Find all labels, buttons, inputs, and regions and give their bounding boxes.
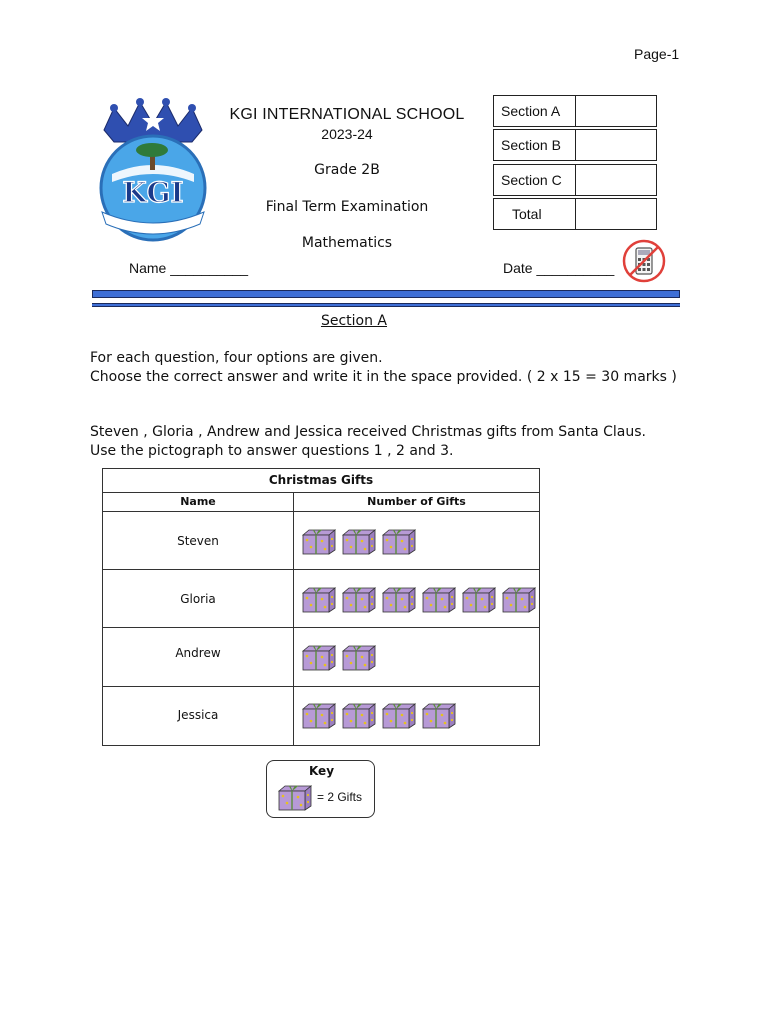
- no-calculator-icon: [621, 238, 667, 284]
- table-row: [103, 569, 539, 628]
- gift-box-icon: [461, 585, 497, 617]
- instructions: [90, 349, 677, 387]
- score-value[interactable]: [576, 96, 656, 126]
- row-name: Jessica: [177, 708, 219, 722]
- score-value[interactable]: [576, 199, 656, 229]
- gift-icons: [301, 643, 377, 675]
- gift-box-icon: [341, 527, 377, 559]
- table-row: [103, 627, 539, 686]
- table-row: [103, 686, 539, 746]
- school-header: [222, 106, 472, 142]
- exam-title: Final Term Examination: [265, 199, 429, 215]
- row-name: Andrew: [175, 646, 221, 660]
- table-row: [103, 511, 539, 570]
- gift-box-icon: [301, 643, 337, 675]
- column-header-name: Name: [180, 495, 216, 508]
- row-name: Gloria: [180, 592, 216, 606]
- date-field[interactable]: Date __________: [503, 260, 615, 276]
- intro-line: Steven , Gloria , Andrew and Jessica received Christmas gifts from Santa Claus.: [90, 424, 647, 440]
- school-year: 2023-24: [321, 126, 373, 142]
- svg-text:KGI: KGI: [122, 176, 184, 209]
- name-field[interactable]: Name __________: [129, 260, 249, 276]
- score-row-section-c: [493, 164, 657, 196]
- score-value[interactable]: [576, 130, 656, 160]
- gift-box-icon: [341, 585, 377, 617]
- page-number: Page-1: [634, 46, 680, 62]
- intro-text: [90, 423, 646, 461]
- school-crest-icon: [92, 96, 214, 244]
- pictograph-title: Christmas Gifts: [103, 469, 539, 493]
- section-title: Section A: [320, 313, 388, 329]
- gift-icons: [301, 701, 457, 733]
- gift-box-icon: [277, 783, 313, 815]
- key-title: Key: [308, 764, 335, 778]
- column-header-gifts: Number of Gifts: [367, 495, 466, 508]
- gift-box-icon: [501, 585, 537, 617]
- gift-box-icon: [421, 585, 457, 617]
- gift-icons: [301, 585, 537, 617]
- score-value[interactable]: [576, 165, 656, 195]
- gift-box-icon: [381, 527, 417, 559]
- score-row-total: [493, 198, 657, 230]
- score-row-section-a: [493, 95, 657, 127]
- row-name: Steven: [177, 534, 219, 548]
- grade: Grade 2B: [314, 162, 380, 178]
- pictograph-key: [266, 760, 375, 818]
- score-label: Section C: [494, 165, 576, 195]
- divider-bar: [92, 303, 680, 307]
- gift-icons: [301, 527, 417, 559]
- divider-bar: [92, 290, 680, 298]
- gift-box-icon: [301, 527, 337, 559]
- gift-box-icon: [341, 701, 377, 733]
- school-name: KGI INTERNATIONAL SCHOOL: [229, 106, 465, 123]
- gift-box-icon: [381, 701, 417, 733]
- key-text: = 2 Gifts: [317, 790, 363, 804]
- gift-box-icon: [421, 701, 457, 733]
- gift-box-icon: [381, 585, 417, 617]
- gift-box-icon: [301, 585, 337, 617]
- score-label: Section A: [494, 96, 576, 126]
- score-row-section-b: [493, 129, 657, 161]
- instruction-line: Choose the correct answer and write it in the space provided. ( 2 x 15 = 30 marks ): [90, 369, 677, 385]
- instruction-line: For each question, four options are given.: [90, 350, 383, 366]
- pictograph-table: [102, 468, 540, 746]
- score-label: Section B: [494, 130, 576, 160]
- intro-line: Use the pictograph to answer questions 1 , 2 and 3.: [90, 443, 454, 459]
- gift-box-icon: [341, 643, 377, 675]
- subject: Mathematics: [301, 235, 393, 251]
- gift-box-icon: [301, 701, 337, 733]
- score-label: Total: [494, 199, 576, 229]
